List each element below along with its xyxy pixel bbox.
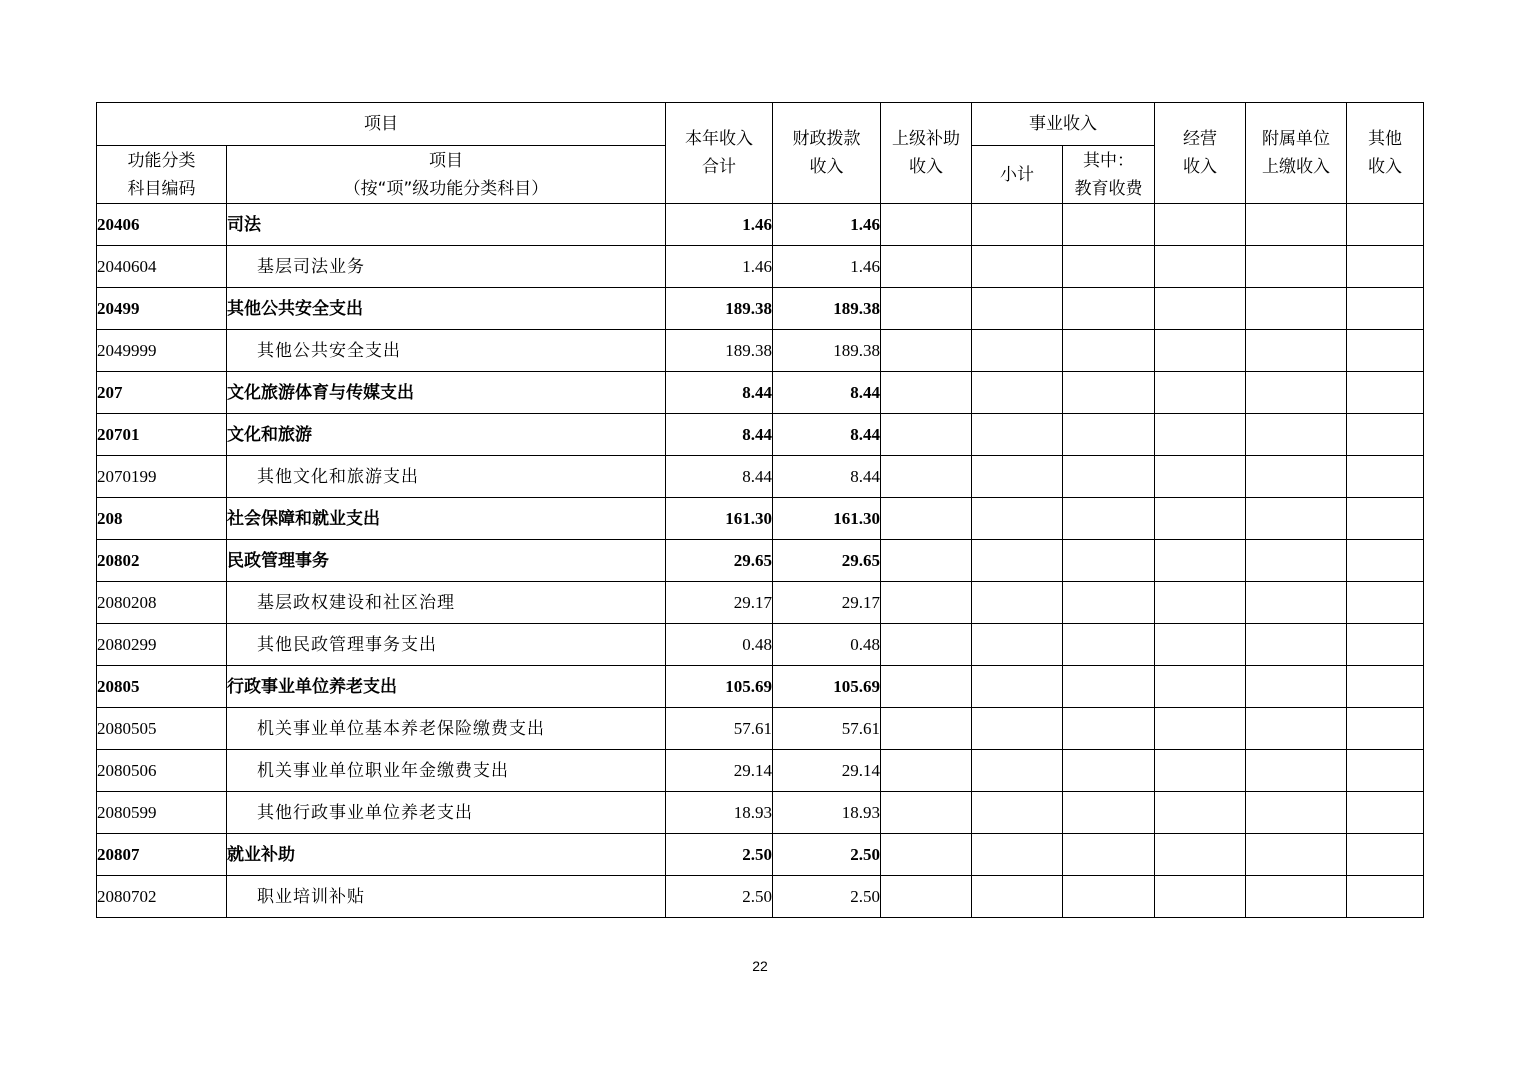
total-income-cell: 29.17: [666, 582, 773, 624]
career-subtotal-cell: [972, 582, 1063, 624]
other-income-cell: [1347, 582, 1424, 624]
income-budget-table: [96, 102, 1424, 918]
header-other-line1: 其他: [1368, 129, 1402, 149]
operating-income-cell: [1155, 792, 1246, 834]
operating-income-cell: [1155, 414, 1246, 456]
edu-fee-cell: [1063, 708, 1155, 750]
upper-subsidy-cell: [881, 372, 972, 414]
header-fiscal-line2: 收入: [809, 157, 844, 177]
other-income-cell: [1347, 498, 1424, 540]
page-number: 22: [752, 958, 768, 974]
header-project-label: 项目: [364, 114, 398, 134]
affiliated-income-cell: [1246, 246, 1347, 288]
item-name-cell: 其他民政管理事务支出: [227, 624, 666, 666]
header-operating: [1155, 103, 1246, 204]
header-fiscal: [773, 103, 881, 204]
table-row: [97, 708, 1424, 750]
func-code-cell: 2080208: [97, 582, 227, 624]
operating-income-cell: [1155, 624, 1246, 666]
fiscal-income-cell: 189.38: [773, 288, 881, 330]
table-body: [97, 204, 1424, 918]
total-income-cell: 2.50: [666, 876, 773, 918]
header-total-line1: 本年收入: [685, 129, 753, 149]
operating-income-cell: [1155, 330, 1246, 372]
func-code-cell: 20805: [97, 666, 227, 708]
header-upper-subsidy: [881, 103, 972, 204]
header-other: [1347, 103, 1424, 204]
career-subtotal-cell: [972, 624, 1063, 666]
fiscal-income-cell: 29.14: [773, 750, 881, 792]
total-income-cell: 189.38: [666, 288, 773, 330]
other-income-cell: [1347, 666, 1424, 708]
fiscal-income-cell: 161.30: [773, 498, 881, 540]
career-subtotal-cell: [972, 708, 1063, 750]
func-code-cell: 20802: [97, 540, 227, 582]
header-total-line2: 合计: [702, 157, 736, 177]
table-row: [97, 540, 1424, 582]
affiliated-income-cell: [1246, 624, 1347, 666]
affiliated-income-cell: [1246, 330, 1347, 372]
header-edu-line1: 其中：: [1083, 150, 1134, 171]
total-income-cell: 29.14: [666, 750, 773, 792]
upper-subsidy-cell: [881, 708, 972, 750]
table-row: [97, 330, 1424, 372]
affiliated-income-cell: [1246, 708, 1347, 750]
fiscal-income-cell: 1.46: [773, 204, 881, 246]
fiscal-income-cell: 1.46: [773, 246, 881, 288]
func-code-cell: 2049999: [97, 330, 227, 372]
item-name-cell: 社会保障和就业支出: [227, 498, 666, 540]
table-row: [97, 876, 1424, 918]
career-subtotal-cell: [972, 666, 1063, 708]
header-func-code-line1: 功能分类: [127, 150, 196, 171]
func-code-cell: 2080299: [97, 624, 227, 666]
edu-fee-cell: [1063, 330, 1155, 372]
other-income-cell: [1347, 288, 1424, 330]
career-subtotal-cell: [972, 204, 1063, 246]
item-name-cell: 机关事业单位基本养老保险缴费支出: [227, 708, 666, 750]
other-income-cell: [1347, 876, 1424, 918]
career-subtotal-cell: [972, 834, 1063, 876]
header-total: [666, 103, 773, 204]
item-name-cell: 基层政权建设和社区治理: [227, 582, 666, 624]
upper-subsidy-cell: [881, 288, 972, 330]
career-subtotal-cell: [972, 876, 1063, 918]
other-income-cell: [1347, 456, 1424, 498]
career-subtotal-cell: [972, 414, 1063, 456]
item-name-cell: 文化和旅游: [227, 414, 666, 456]
total-income-cell: 2.50: [666, 834, 773, 876]
fiscal-income-cell: 2.50: [773, 834, 881, 876]
career-subtotal-cell: [972, 246, 1063, 288]
edu-fee-cell: [1063, 834, 1155, 876]
item-name-cell: 就业补助: [227, 834, 666, 876]
affiliated-income-cell: [1246, 582, 1347, 624]
fiscal-income-cell: 29.65: [773, 540, 881, 582]
item-name-cell: 基层司法业务: [227, 246, 666, 288]
func-code-cell: 208: [97, 498, 227, 540]
item-name-cell: 职业培训补贴: [227, 876, 666, 918]
total-income-cell: 1.46: [666, 246, 773, 288]
item-name-cell: 其他公共安全支出: [227, 288, 666, 330]
header-item-line1: 项目: [429, 150, 463, 171]
total-income-cell: 8.44: [666, 414, 773, 456]
fiscal-income-cell: 8.44: [773, 372, 881, 414]
affiliated-income-cell: [1246, 204, 1347, 246]
fiscal-income-cell: 29.17: [773, 582, 881, 624]
item-name-cell: 其他公共安全支出: [227, 330, 666, 372]
affiliated-income-cell: [1246, 456, 1347, 498]
table-row: [97, 666, 1424, 708]
header-affiliated: [1246, 103, 1347, 204]
operating-income-cell: [1155, 876, 1246, 918]
operating-income-cell: [1155, 288, 1246, 330]
fiscal-income-cell: 18.93: [773, 792, 881, 834]
header-career-label: 事业收入: [1029, 114, 1097, 134]
fiscal-income-cell: 8.44: [773, 456, 881, 498]
func-code-cell: 2080702: [97, 876, 227, 918]
func-code-cell: 20406: [97, 204, 227, 246]
edu-fee-cell: [1063, 204, 1155, 246]
header-upper-line1: 上级补助: [892, 129, 960, 149]
other-income-cell: [1347, 792, 1424, 834]
upper-subsidy-cell: [881, 330, 972, 372]
header-operating-line1: 经营: [1183, 129, 1217, 149]
other-income-cell: [1347, 750, 1424, 792]
operating-income-cell: [1155, 204, 1246, 246]
affiliated-income-cell: [1246, 288, 1347, 330]
total-income-cell: 161.30: [666, 498, 773, 540]
total-income-cell: 18.93: [666, 792, 773, 834]
func-code-cell: 2080505: [97, 708, 227, 750]
total-income-cell: 1.46: [666, 204, 773, 246]
upper-subsidy-cell: [881, 582, 972, 624]
table-row: [97, 582, 1424, 624]
func-code-cell: 2070199: [97, 456, 227, 498]
edu-fee-cell: [1063, 372, 1155, 414]
table-row: [97, 372, 1424, 414]
career-subtotal-cell: [972, 372, 1063, 414]
fiscal-income-cell: 105.69: [773, 666, 881, 708]
other-income-cell: [1347, 624, 1424, 666]
edu-fee-cell: [1063, 540, 1155, 582]
table-row: [97, 204, 1424, 246]
table-row: [97, 246, 1424, 288]
career-subtotal-cell: [972, 498, 1063, 540]
edu-fee-cell: [1063, 666, 1155, 708]
operating-income-cell: [1155, 540, 1246, 582]
header-subtotal: [972, 146, 1063, 204]
upper-subsidy-cell: [881, 414, 972, 456]
operating-income-cell: [1155, 498, 1246, 540]
item-name-cell: 文化旅游体育与传媒支出: [227, 372, 666, 414]
header-affiliated-line1: 附属单位: [1262, 129, 1330, 149]
header-func-code: [97, 146, 227, 204]
upper-subsidy-cell: [881, 666, 972, 708]
upper-subsidy-cell: [881, 540, 972, 582]
upper-subsidy-cell: [881, 456, 972, 498]
other-income-cell: [1347, 204, 1424, 246]
header-other-line2: 收入: [1368, 157, 1402, 177]
table-row: [97, 792, 1424, 834]
table-row: [97, 498, 1424, 540]
upper-subsidy-cell: [881, 204, 972, 246]
item-name-cell: 民政管理事务: [227, 540, 666, 582]
other-income-cell: [1347, 414, 1424, 456]
edu-fee-cell: [1063, 498, 1155, 540]
career-subtotal-cell: [972, 750, 1063, 792]
operating-income-cell: [1155, 246, 1246, 288]
total-income-cell: 189.38: [666, 330, 773, 372]
header-fiscal-line1: 财政拨款: [792, 129, 861, 149]
affiliated-income-cell: [1246, 414, 1347, 456]
upper-subsidy-cell: [881, 498, 972, 540]
header-operating-line2: 收入: [1183, 157, 1217, 177]
other-income-cell: [1347, 372, 1424, 414]
affiliated-income-cell: [1246, 834, 1347, 876]
header-project: [97, 103, 666, 146]
header-edu-fee: [1063, 146, 1155, 204]
header-subtotal-label: 小计: [1000, 164, 1034, 185]
edu-fee-cell: [1063, 246, 1155, 288]
upper-subsidy-cell: [881, 246, 972, 288]
table-row: [97, 456, 1424, 498]
affiliated-income-cell: [1246, 540, 1347, 582]
fiscal-income-cell: 189.38: [773, 330, 881, 372]
operating-income-cell: [1155, 372, 1246, 414]
affiliated-income-cell: [1246, 372, 1347, 414]
table-header: [97, 103, 1424, 204]
func-code-cell: 2040604: [97, 246, 227, 288]
total-income-cell: 0.48: [666, 624, 773, 666]
total-income-cell: 105.69: [666, 666, 773, 708]
career-subtotal-cell: [972, 330, 1063, 372]
header-career: [972, 103, 1155, 146]
operating-income-cell: [1155, 582, 1246, 624]
item-name-cell: 其他文化和旅游支出: [227, 456, 666, 498]
affiliated-income-cell: [1246, 792, 1347, 834]
upper-subsidy-cell: [881, 876, 972, 918]
edu-fee-cell: [1063, 792, 1155, 834]
func-code-cell: 2080599: [97, 792, 227, 834]
func-code-cell: 20499: [97, 288, 227, 330]
operating-income-cell: [1155, 708, 1246, 750]
operating-income-cell: [1155, 666, 1246, 708]
header-edu-line2: 教育收费: [1074, 178, 1143, 199]
other-income-cell: [1347, 246, 1424, 288]
func-code-cell: 2080506: [97, 750, 227, 792]
affiliated-income-cell: [1246, 750, 1347, 792]
operating-income-cell: [1155, 456, 1246, 498]
header-item-line2: （按“项”级功能分类科目）: [343, 178, 549, 199]
table-row: [97, 750, 1424, 792]
item-name-cell: 行政事业单位养老支出: [227, 666, 666, 708]
career-subtotal-cell: [972, 540, 1063, 582]
operating-income-cell: [1155, 750, 1246, 792]
total-income-cell: 8.44: [666, 372, 773, 414]
operating-income-cell: [1155, 834, 1246, 876]
item-name-cell: 机关事业单位职业年金缴费支出: [227, 750, 666, 792]
total-income-cell: 29.65: [666, 540, 773, 582]
edu-fee-cell: [1063, 750, 1155, 792]
header-item: [227, 146, 666, 204]
item-name-cell: 其他行政事业单位养老支出: [227, 792, 666, 834]
fiscal-income-cell: 57.61: [773, 708, 881, 750]
affiliated-income-cell: [1246, 876, 1347, 918]
affiliated-income-cell: [1246, 498, 1347, 540]
upper-subsidy-cell: [881, 624, 972, 666]
career-subtotal-cell: [972, 288, 1063, 330]
total-income-cell: 8.44: [666, 456, 773, 498]
table-row: [97, 414, 1424, 456]
edu-fee-cell: [1063, 582, 1155, 624]
func-code-cell: 20807: [97, 834, 227, 876]
fiscal-income-cell: 8.44: [773, 414, 881, 456]
fiscal-income-cell: 2.50: [773, 876, 881, 918]
edu-fee-cell: [1063, 876, 1155, 918]
other-income-cell: [1347, 708, 1424, 750]
affiliated-income-cell: [1246, 666, 1347, 708]
edu-fee-cell: [1063, 414, 1155, 456]
header-affiliated-line2: 上缴收入: [1262, 157, 1330, 177]
edu-fee-cell: [1063, 456, 1155, 498]
edu-fee-cell: [1063, 624, 1155, 666]
upper-subsidy-cell: [881, 750, 972, 792]
header-func-code-line2: 科目编码: [127, 178, 196, 199]
table-row: [97, 288, 1424, 330]
other-income-cell: [1347, 540, 1424, 582]
upper-subsidy-cell: [881, 834, 972, 876]
table-row: [97, 624, 1424, 666]
career-subtotal-cell: [972, 456, 1063, 498]
table-row: [97, 834, 1424, 876]
upper-subsidy-cell: [881, 792, 972, 834]
other-income-cell: [1347, 834, 1424, 876]
career-subtotal-cell: [972, 792, 1063, 834]
header-upper-line2: 收入: [909, 157, 943, 177]
fiscal-income-cell: 0.48: [773, 624, 881, 666]
other-income-cell: [1347, 330, 1424, 372]
item-name-cell: 司法: [227, 204, 666, 246]
edu-fee-cell: [1063, 288, 1155, 330]
func-code-cell: 207: [97, 372, 227, 414]
total-income-cell: 57.61: [666, 708, 773, 750]
func-code-cell: 20701: [97, 414, 227, 456]
